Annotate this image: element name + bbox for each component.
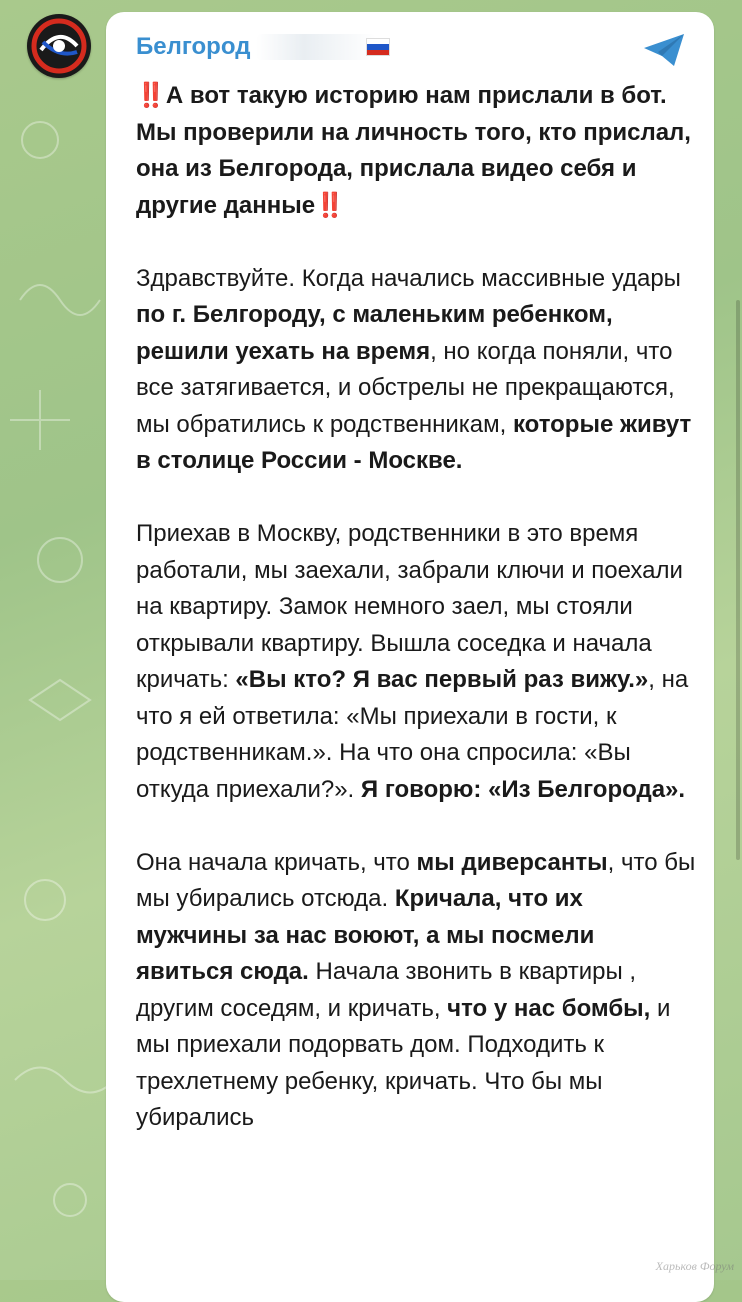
double-exclamation-icon: ‼️ <box>315 191 345 219</box>
bold-text-segment: Кричала, что их мужчины за нас воюют, а мы посмели явиться сюда. <box>136 885 595 985</box>
scrollbar[interactable] <box>736 300 740 860</box>
text-segment: Здравствуйте. Когда начались массивные удары <box>136 264 681 292</box>
double-exclamation-icon: ‼️ <box>136 82 166 109</box>
bold-text-segment: мы диверсанты <box>416 848 608 876</box>
message-paragraph-2 <box>136 261 696 480</box>
bold-text-segment: «Вы кто? Я вас первый раз вижу.» <box>235 666 649 693</box>
text-segment: , что бы мы убирались отсюда. <box>136 848 696 912</box>
message-text <box>136 78 696 1137</box>
text-segment: Начала звонить в квартиры , другим соседям, и кричать, <box>136 958 637 1022</box>
bold-text-segment: А вот такую историю нам прислали в бот. Мы проверили на личность того, кто прислал, она из Белгорода, прислала видео себя и другие данные <box>136 82 691 219</box>
russia-flag-icon <box>366 38 390 56</box>
bold-text-segment: по г. Белгороду, с маленьким ребенком, решили уехать на время <box>136 301 613 365</box>
watermark: Харьков Форум <box>655 1259 734 1273</box>
bold-text-segment: которые живут в столице России - Москве. <box>136 410 692 474</box>
channel-name-blurred <box>256 34 376 60</box>
paper-plane-icon <box>640 30 688 70</box>
text-segment: , но когда поняли, что все затягивается, и обстрелы не прекращаются, мы обратились к родственникам, <box>136 337 675 438</box>
text-segment: Приехав в Москву, родственники в это время работали, мы заехали, забрали ключи и поехали на квартиру. Замок немного заел, мы стояли открывали квартиру. Вышла соседка и начала кричать: <box>136 520 683 693</box>
channel-avatar-icon <box>27 14 91 78</box>
telegram-share-icon[interactable] <box>640 30 688 70</box>
text-segment: и мы приехали подорвать дом. Подходить к трехлетнему ребенку, кричать. Что бы мы убирались <box>136 994 671 1131</box>
text-segment: Она начала кричать, что <box>136 848 417 876</box>
channel-header[interactable] <box>136 30 390 64</box>
channel-avatar[interactable] <box>27 14 91 78</box>
text-segment: , на что я ей ответила: «Мы приехали в гости, к родственникам.». На что она спросила: «Вы откуда приехали?». <box>136 666 689 803</box>
message-paragraph-1 <box>136 78 696 224</box>
message-paragraph-4 <box>136 845 696 1137</box>
channel-name[interactable]: Белгород <box>136 33 251 60</box>
message-paragraph-3 <box>136 516 696 808</box>
bold-text-segment: что у нас бомбы, <box>447 994 651 1022</box>
bold-text-segment: Я говорю: «Из Белгорода». <box>360 775 686 803</box>
